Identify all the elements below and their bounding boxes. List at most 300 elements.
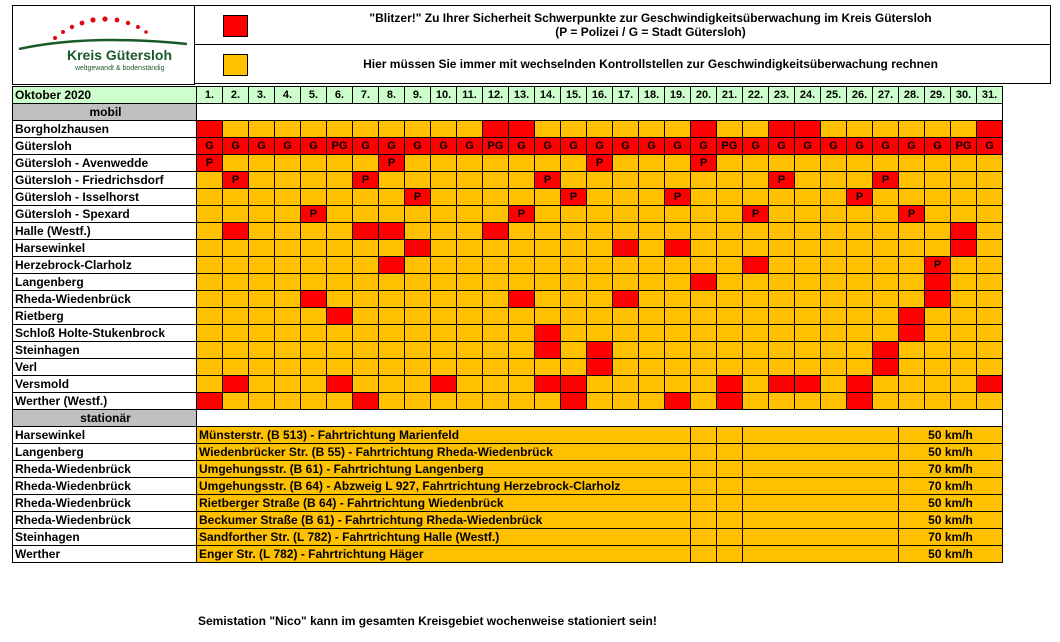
check-cell-orange	[873, 274, 899, 291]
check-cell-red	[925, 274, 951, 291]
speed-limit: 70 km/h	[899, 529, 1003, 546]
check-cell-orange	[925, 206, 951, 223]
check-cell-orange	[379, 189, 405, 206]
check-cell-orange	[821, 291, 847, 308]
check-cell-orange	[847, 172, 873, 189]
check-cell-red	[431, 376, 457, 393]
check-cell-orange	[561, 172, 587, 189]
check-cell-orange	[977, 240, 1003, 257]
check-cell-orange	[405, 223, 431, 240]
check-cell-orange	[925, 342, 951, 359]
day-header: 5.	[301, 87, 327, 104]
check-cell-orange	[743, 240, 769, 257]
day-header: 13.	[509, 87, 535, 104]
check-cell-orange	[899, 342, 925, 359]
check-cell-orange	[873, 223, 899, 240]
check-cell-orange	[795, 257, 821, 274]
check-cell-orange	[353, 291, 379, 308]
check-cell-orange	[639, 342, 665, 359]
check-cell-orange	[405, 291, 431, 308]
check-cell-orange	[457, 308, 483, 325]
header-row	[13, 87, 1003, 104]
check-cell-orange	[561, 121, 587, 138]
gap-cell	[717, 495, 743, 512]
gap-cell	[691, 546, 717, 563]
check-cell-code: G	[561, 138, 587, 155]
check-cell-orange	[613, 223, 639, 240]
check-cell-orange	[665, 206, 691, 223]
check-cell-orange	[301, 393, 327, 410]
check-cell-orange	[353, 121, 379, 138]
check-cell-code: G	[769, 138, 795, 155]
check-cell-orange	[639, 274, 665, 291]
check-cell-orange	[665, 257, 691, 274]
check-cell-orange	[691, 393, 717, 410]
section-stationaer: stationär	[13, 410, 197, 427]
gap-cell	[717, 444, 743, 461]
check-cell-orange	[535, 240, 561, 257]
check-cell-orange	[795, 206, 821, 223]
check-cell-orange	[405, 342, 431, 359]
location-name: Verl	[13, 359, 197, 376]
check-cell-orange	[717, 274, 743, 291]
check-cell-code: PG	[717, 138, 743, 155]
check-cell-orange	[353, 342, 379, 359]
check-cell-orange	[717, 223, 743, 240]
check-cell-orange	[535, 206, 561, 223]
check-cell-orange	[717, 342, 743, 359]
check-cell-orange	[613, 308, 639, 325]
check-cell-orange	[821, 121, 847, 138]
day-header: 25.	[821, 87, 847, 104]
check-cell-orange	[639, 189, 665, 206]
check-cell-red	[353, 223, 379, 240]
location-name: Rheda-Wiedenbrück	[13, 512, 197, 529]
check-cell-orange	[717, 240, 743, 257]
check-cell-orange	[379, 274, 405, 291]
orange-swatch	[223, 54, 248, 76]
check-cell-code: P	[509, 206, 535, 223]
check-cell-orange	[639, 308, 665, 325]
check-cell-orange	[353, 240, 379, 257]
gap-cell	[691, 512, 717, 529]
check-cell-orange	[639, 223, 665, 240]
check-cell-orange	[223, 121, 249, 138]
speed-limit: 50 km/h	[899, 546, 1003, 563]
check-cell-orange	[353, 359, 379, 376]
gap-cell	[743, 495, 899, 512]
check-cell-orange	[925, 155, 951, 172]
check-cell-orange	[743, 172, 769, 189]
check-cell-orange	[821, 206, 847, 223]
day-header: 26.	[847, 87, 873, 104]
check-cell-code: G	[509, 138, 535, 155]
check-cell-orange	[951, 359, 977, 376]
check-cell-orange	[587, 291, 613, 308]
day-header: 28.	[899, 87, 925, 104]
speed-limit: 50 km/h	[899, 444, 1003, 461]
check-cell-orange	[977, 189, 1003, 206]
check-cell-orange	[327, 189, 353, 206]
check-cell-red	[327, 376, 353, 393]
check-cell-orange	[951, 206, 977, 223]
check-cell-orange	[561, 308, 587, 325]
check-cell-orange	[223, 189, 249, 206]
check-cell-orange	[301, 274, 327, 291]
logo-title: Kreis Gütersloh	[67, 47, 173, 63]
gap-cell	[743, 444, 899, 461]
check-cell-orange	[743, 223, 769, 240]
check-cell-orange	[899, 274, 925, 291]
logo-subtitle: weltgewandt & bodenständig	[75, 65, 165, 72]
check-cell-orange	[613, 172, 639, 189]
day-header: 2.	[223, 87, 249, 104]
check-cell-orange	[405, 393, 431, 410]
check-cell-orange	[405, 325, 431, 342]
gap-cell	[717, 546, 743, 563]
check-cell-red	[379, 257, 405, 274]
check-cell-orange	[457, 155, 483, 172]
check-cell-orange	[275, 223, 301, 240]
check-cell-orange	[821, 359, 847, 376]
check-cell-red	[327, 308, 353, 325]
check-cell-orange	[249, 359, 275, 376]
check-cell-red	[509, 121, 535, 138]
check-cell-code: P	[379, 155, 405, 172]
check-cell-code: G	[587, 138, 613, 155]
check-cell-orange	[509, 308, 535, 325]
day-header: 30.	[951, 87, 977, 104]
check-cell-code: P	[301, 206, 327, 223]
check-cell-orange	[925, 308, 951, 325]
check-cell-orange	[613, 342, 639, 359]
check-cell-orange	[405, 257, 431, 274]
table-row	[13, 478, 1003, 495]
check-cell-red	[769, 121, 795, 138]
table-row	[13, 444, 1003, 461]
check-cell-orange	[795, 155, 821, 172]
check-cell-code: G	[873, 138, 899, 155]
gap-cell	[691, 461, 717, 478]
check-cell-orange	[847, 342, 873, 359]
check-cell-orange	[223, 274, 249, 291]
check-cell-orange	[639, 172, 665, 189]
fixed-camera-location: Enger Str. (L 782) - Fahrtrichtung Häger	[197, 546, 691, 563]
check-cell-orange	[587, 376, 613, 393]
check-cell-orange	[353, 189, 379, 206]
check-cell-orange	[457, 291, 483, 308]
check-cell-orange	[483, 393, 509, 410]
table-row	[13, 427, 1003, 444]
check-cell-orange	[977, 172, 1003, 189]
check-cell-orange	[275, 376, 301, 393]
check-cell-orange	[457, 240, 483, 257]
check-cell-red	[847, 393, 873, 410]
day-header: 14.	[535, 87, 561, 104]
section-row-mobil	[13, 104, 1003, 121]
fixed-camera-location: Wiedenbrücker Str. (B 55) - Fahrtrichtung Rheda-Wiedenbrück	[197, 444, 691, 461]
check-cell-orange	[613, 155, 639, 172]
check-cell-code: G	[431, 138, 457, 155]
check-cell-orange	[925, 240, 951, 257]
check-cell-red	[405, 240, 431, 257]
table-row	[13, 189, 1003, 206]
legend-orange-text	[255, 45, 1046, 83]
check-cell-orange	[327, 393, 353, 410]
check-cell-orange	[873, 240, 899, 257]
check-cell-orange	[431, 325, 457, 342]
day-header: 8.	[379, 87, 405, 104]
section-blank	[197, 104, 1003, 121]
day-header: 20.	[691, 87, 717, 104]
location-name: Rheda-Wiedenbrück	[13, 461, 197, 478]
check-cell-orange	[587, 206, 613, 223]
red-swatch	[223, 15, 248, 37]
check-cell-orange	[847, 257, 873, 274]
location-name: Rheda-Wiedenbrück	[13, 495, 197, 512]
check-cell-red	[301, 291, 327, 308]
check-cell-orange	[457, 172, 483, 189]
check-cell-orange	[795, 223, 821, 240]
check-cell-orange	[509, 359, 535, 376]
check-cell-orange	[639, 155, 665, 172]
table-row	[13, 546, 1003, 563]
check-cell-orange	[535, 189, 561, 206]
check-cell-orange	[665, 172, 691, 189]
check-cell-code: G	[301, 138, 327, 155]
check-cell-orange	[899, 223, 925, 240]
check-cell-orange	[951, 342, 977, 359]
check-cell-orange	[197, 274, 223, 291]
check-cell-orange	[535, 274, 561, 291]
check-cell-orange	[457, 325, 483, 342]
check-cell-orange	[769, 325, 795, 342]
check-cell-orange	[301, 223, 327, 240]
check-cell-red	[717, 393, 743, 410]
check-cell-orange	[821, 172, 847, 189]
check-cell-orange	[509, 172, 535, 189]
check-cell-orange	[275, 342, 301, 359]
check-cell-orange	[509, 240, 535, 257]
check-cell-orange	[821, 257, 847, 274]
section-blank	[197, 410, 1003, 427]
check-cell-code: PG	[951, 138, 977, 155]
check-cell-orange	[899, 121, 925, 138]
check-cell-orange	[847, 359, 873, 376]
check-cell-orange	[197, 376, 223, 393]
table-row	[13, 138, 1003, 155]
check-cell-orange	[535, 308, 561, 325]
check-cell-orange	[509, 155, 535, 172]
check-cell-orange	[301, 308, 327, 325]
check-cell-orange	[665, 342, 691, 359]
check-cell-orange	[951, 274, 977, 291]
gap-cell	[717, 512, 743, 529]
check-cell-orange	[665, 121, 691, 138]
gap-cell	[743, 546, 899, 563]
check-cell-orange	[691, 257, 717, 274]
check-cell-orange	[587, 240, 613, 257]
check-cell-orange	[951, 155, 977, 172]
check-cell-orange	[249, 155, 275, 172]
check-cell-orange	[483, 359, 509, 376]
check-cell-orange	[847, 308, 873, 325]
check-cell-orange	[899, 189, 925, 206]
check-cell-red	[691, 274, 717, 291]
check-cell-orange	[275, 393, 301, 410]
check-cell-orange	[691, 325, 717, 342]
check-cell-orange	[405, 155, 431, 172]
check-cell-orange	[197, 291, 223, 308]
check-cell-orange	[457, 189, 483, 206]
check-cell-orange	[379, 206, 405, 223]
check-cell-orange	[769, 393, 795, 410]
section-row-stationaer	[13, 410, 1003, 427]
check-cell-orange	[639, 257, 665, 274]
check-cell-orange	[483, 342, 509, 359]
check-cell-code: P	[535, 172, 561, 189]
check-cell-orange	[821, 376, 847, 393]
check-cell-orange	[535, 223, 561, 240]
check-cell-orange	[561, 206, 587, 223]
check-cell-orange	[821, 308, 847, 325]
check-cell-orange	[743, 189, 769, 206]
check-cell-orange	[769, 189, 795, 206]
check-cell-orange	[717, 121, 743, 138]
day-header: 1.	[197, 87, 223, 104]
check-cell-orange	[509, 376, 535, 393]
location-name: Gütersloh	[13, 138, 197, 155]
check-cell-orange	[691, 189, 717, 206]
gap-cell	[691, 495, 717, 512]
check-cell-orange	[925, 393, 951, 410]
check-cell-orange	[977, 359, 1003, 376]
check-cell-red	[769, 376, 795, 393]
day-header: 3.	[249, 87, 275, 104]
check-cell-orange	[639, 376, 665, 393]
check-cell-orange	[639, 240, 665, 257]
check-cell-orange	[379, 342, 405, 359]
check-cell-orange	[925, 325, 951, 342]
check-cell-orange	[353, 376, 379, 393]
check-cell-code: P	[223, 172, 249, 189]
check-cell-red	[223, 376, 249, 393]
check-cell-orange	[431, 308, 457, 325]
check-cell-orange	[249, 274, 275, 291]
day-header: 4.	[275, 87, 301, 104]
check-cell-orange	[509, 342, 535, 359]
gap-cell	[691, 444, 717, 461]
check-cell-orange	[223, 393, 249, 410]
check-cell-orange	[639, 291, 665, 308]
check-cell-orange	[873, 376, 899, 393]
check-cell-orange	[431, 274, 457, 291]
check-cell-orange	[769, 308, 795, 325]
check-cell-orange	[249, 240, 275, 257]
check-cell-code: G	[275, 138, 301, 155]
check-cell-orange	[483, 257, 509, 274]
check-cell-red	[925, 291, 951, 308]
check-cell-orange	[223, 325, 249, 342]
table-row	[13, 529, 1003, 546]
check-cell-orange	[951, 308, 977, 325]
check-cell-orange	[223, 257, 249, 274]
check-cell-orange	[275, 172, 301, 189]
check-cell-orange	[197, 308, 223, 325]
check-cell-orange	[509, 274, 535, 291]
check-cell-orange	[951, 393, 977, 410]
check-cell-code: G	[691, 138, 717, 155]
check-cell-orange	[327, 291, 353, 308]
check-cell-code: P	[405, 189, 431, 206]
check-cell-orange	[301, 172, 327, 189]
check-cell-code: G	[795, 138, 821, 155]
check-cell-orange	[925, 223, 951, 240]
check-cell-red	[587, 359, 613, 376]
location-name: Schloß Holte-Stukenbrock	[13, 325, 197, 342]
check-cell-orange	[405, 274, 431, 291]
check-cell-code: P	[691, 155, 717, 172]
check-cell-orange	[327, 206, 353, 223]
check-cell-orange	[587, 274, 613, 291]
check-cell-orange	[327, 257, 353, 274]
check-cell-orange	[561, 359, 587, 376]
location-name: Halle (Westf.)	[13, 223, 197, 240]
check-cell-orange	[457, 257, 483, 274]
check-cell-red	[951, 223, 977, 240]
check-cell-orange	[301, 325, 327, 342]
check-cell-orange	[431, 291, 457, 308]
check-cell-orange	[561, 342, 587, 359]
table-row	[13, 393, 1003, 410]
check-cell-orange	[795, 274, 821, 291]
check-cell-orange	[457, 206, 483, 223]
check-cell-orange	[821, 274, 847, 291]
check-cell-orange	[847, 274, 873, 291]
check-cell-orange	[379, 121, 405, 138]
check-cell-orange	[587, 172, 613, 189]
check-cell-orange	[925, 376, 951, 393]
check-cell-orange	[977, 155, 1003, 172]
check-cell-red	[483, 223, 509, 240]
day-header: 19.	[665, 87, 691, 104]
check-cell-orange	[405, 376, 431, 393]
check-cell-orange	[431, 223, 457, 240]
check-cell-red	[353, 393, 379, 410]
check-cell-red	[613, 291, 639, 308]
check-cell-orange	[665, 291, 691, 308]
check-cell-orange	[769, 223, 795, 240]
check-cell-orange	[353, 274, 379, 291]
table-row	[13, 121, 1003, 138]
check-cell-orange	[665, 359, 691, 376]
gap-cell	[743, 461, 899, 478]
check-cell-orange	[717, 257, 743, 274]
legend-orange-line: Hier müssen Sie immer mit wechselnden Kontrollstellen zur Geschwindigkeitsüberwachung rechnen	[363, 57, 938, 71]
check-cell-orange	[249, 291, 275, 308]
check-cell-orange	[223, 155, 249, 172]
gap-cell	[691, 427, 717, 444]
check-cell-orange	[691, 291, 717, 308]
check-cell-code: G	[535, 138, 561, 155]
check-cell-orange	[691, 308, 717, 325]
check-cell-orange	[977, 274, 1003, 291]
check-cell-orange	[379, 240, 405, 257]
check-cell-orange	[691, 240, 717, 257]
check-cell-orange	[769, 155, 795, 172]
check-cell-orange	[769, 240, 795, 257]
check-cell-orange	[925, 172, 951, 189]
